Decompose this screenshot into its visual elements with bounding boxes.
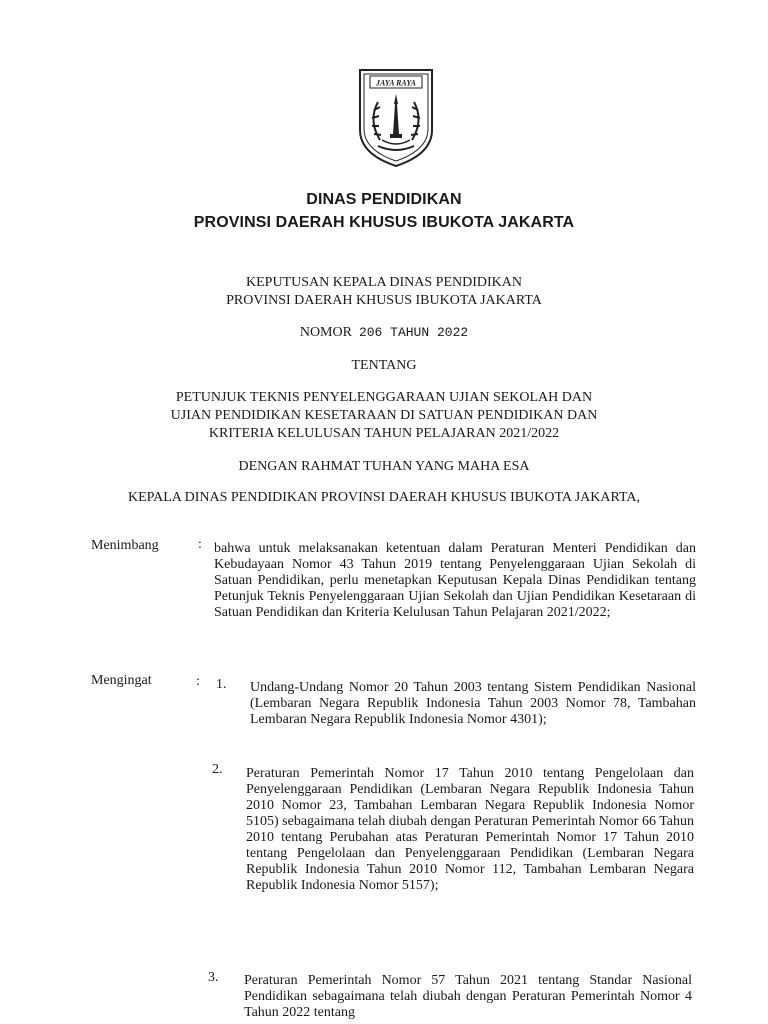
- decree-title-line1: KEPUTUSAN KEPALA DINAS PENDIDIKAN: [246, 275, 522, 290]
- emblem-shield-icon: [356, 68, 436, 168]
- decree-number-value: 206 TAHUN 2022: [358, 325, 469, 340]
- mengingat-item-number: 2.: [212, 762, 223, 777]
- decree-subject-line2: UJIAN PENDIDIKAN KESETARAAN DI SATUAN PENDIDIKAN DAN: [170, 408, 598, 423]
- decree-title-line2: PROVINSI DAERAH KHUSUS IBUKOTA JAKARTA: [226, 293, 542, 308]
- decree-about: TENTANG: [351, 358, 417, 373]
- mengingat-item-text: Peraturan Pemerintah Nomor 17 Tahun 2010 tentang Pengelolaan dan Penyelenggaraan Pendidikan (Lembaran Negara Republik Indonesia Tahun 2010 Nomor 23, Tambahan Lembaran Negara Republik Indonesia Nomor 5105) sebagaimana telah diubah dengan Peraturan Pemerintah Nomor 66 Tahun 2010 tentang Perubahan atas Peraturan Pemerintah Nomor 17 Tahun 2010 tentang Pengelolaan dan Penyelenggaraan Pendidikan (Lembaran Negara Republik Indonesia Tahun 2010 Nomor 112, Tambahan Lembaran Negara Republik Indonesia Nomor 5157);: [246, 766, 694, 893]
- decree-subject-line1: PETUNJUK TEKNIS PENYELENGGARAAN UJIAN SEKOLAH DAN: [175, 390, 593, 405]
- mengingat-item-text: Peraturan Pemerintah Nomor 57 Tahun 2021 tentang Standar Nasional Pendidikan sebagaimana telah diubah dengan Peraturan Pemerintah Nomor 4 Tahun 2022 tentang: [244, 973, 692, 1020]
- mengingat-item-number: 3.: [208, 970, 219, 985]
- mengingat-item-number: 1.: [216, 677, 227, 692]
- decree-number: [0, 324, 768, 341]
- institution-province: PROVINSI DAERAH KHUSUS IBUKOTA JAKARTA: [193, 214, 575, 231]
- menimbang-colon: :: [198, 537, 202, 552]
- emblem-motto: JAYA RAYA: [376, 78, 416, 88]
- mengingat-item-text: Undang-Undang Nomor 20 Tahun 2003 tentang Sistem Pendidikan Nasional (Lembaran Negara Republik Indonesia Tahun 2003 Nomor 78, Tambahan Lembaran Negara Republik Indonesia Nomor 4301);: [250, 680, 696, 727]
- jakarta-emblem: [356, 68, 436, 168]
- mengingat-label: Mengingat: [91, 673, 152, 688]
- decree-subject-line3: KRITERIA KELULUSAN TAHUN PELAJARAN 2021/2022: [208, 426, 560, 441]
- decree-number-prefix: NOMOR: [299, 325, 352, 340]
- menimbang-text: bahwa untuk melaksanakan ketentuan dalam Peraturan Menteri Pendidikan dan Kebudayaan Nomor 43 Tahun 2019 tentang Penyelenggaraan Ujian Sekolah di Satuan Pendidikan, perlu menetapkan Keputusan Kepala Dinas Pendidikan tentang Petunjuk Teknis Penyelenggaraan Ujian Sekolah dan Ujian Pendidikan Kesetaraan di Satuan Pendidikan dan Kriteria Kelulusan Tahun Pelajaran 2021/2022;: [214, 541, 696, 620]
- decree-blessing: DENGAN RAHMAT TUHAN YANG MAHA ESA: [238, 459, 530, 474]
- mengingat-colon: :: [196, 674, 200, 689]
- menimbang-label: Menimbang: [91, 538, 159, 553]
- decree-issuer: KEPALA DINAS PENDIDIKAN PROVINSI DAERAH KHUSUS IBUKOTA JAKARTA,: [127, 490, 641, 505]
- institution-name: DINAS PENDIDIKAN: [306, 191, 462, 208]
